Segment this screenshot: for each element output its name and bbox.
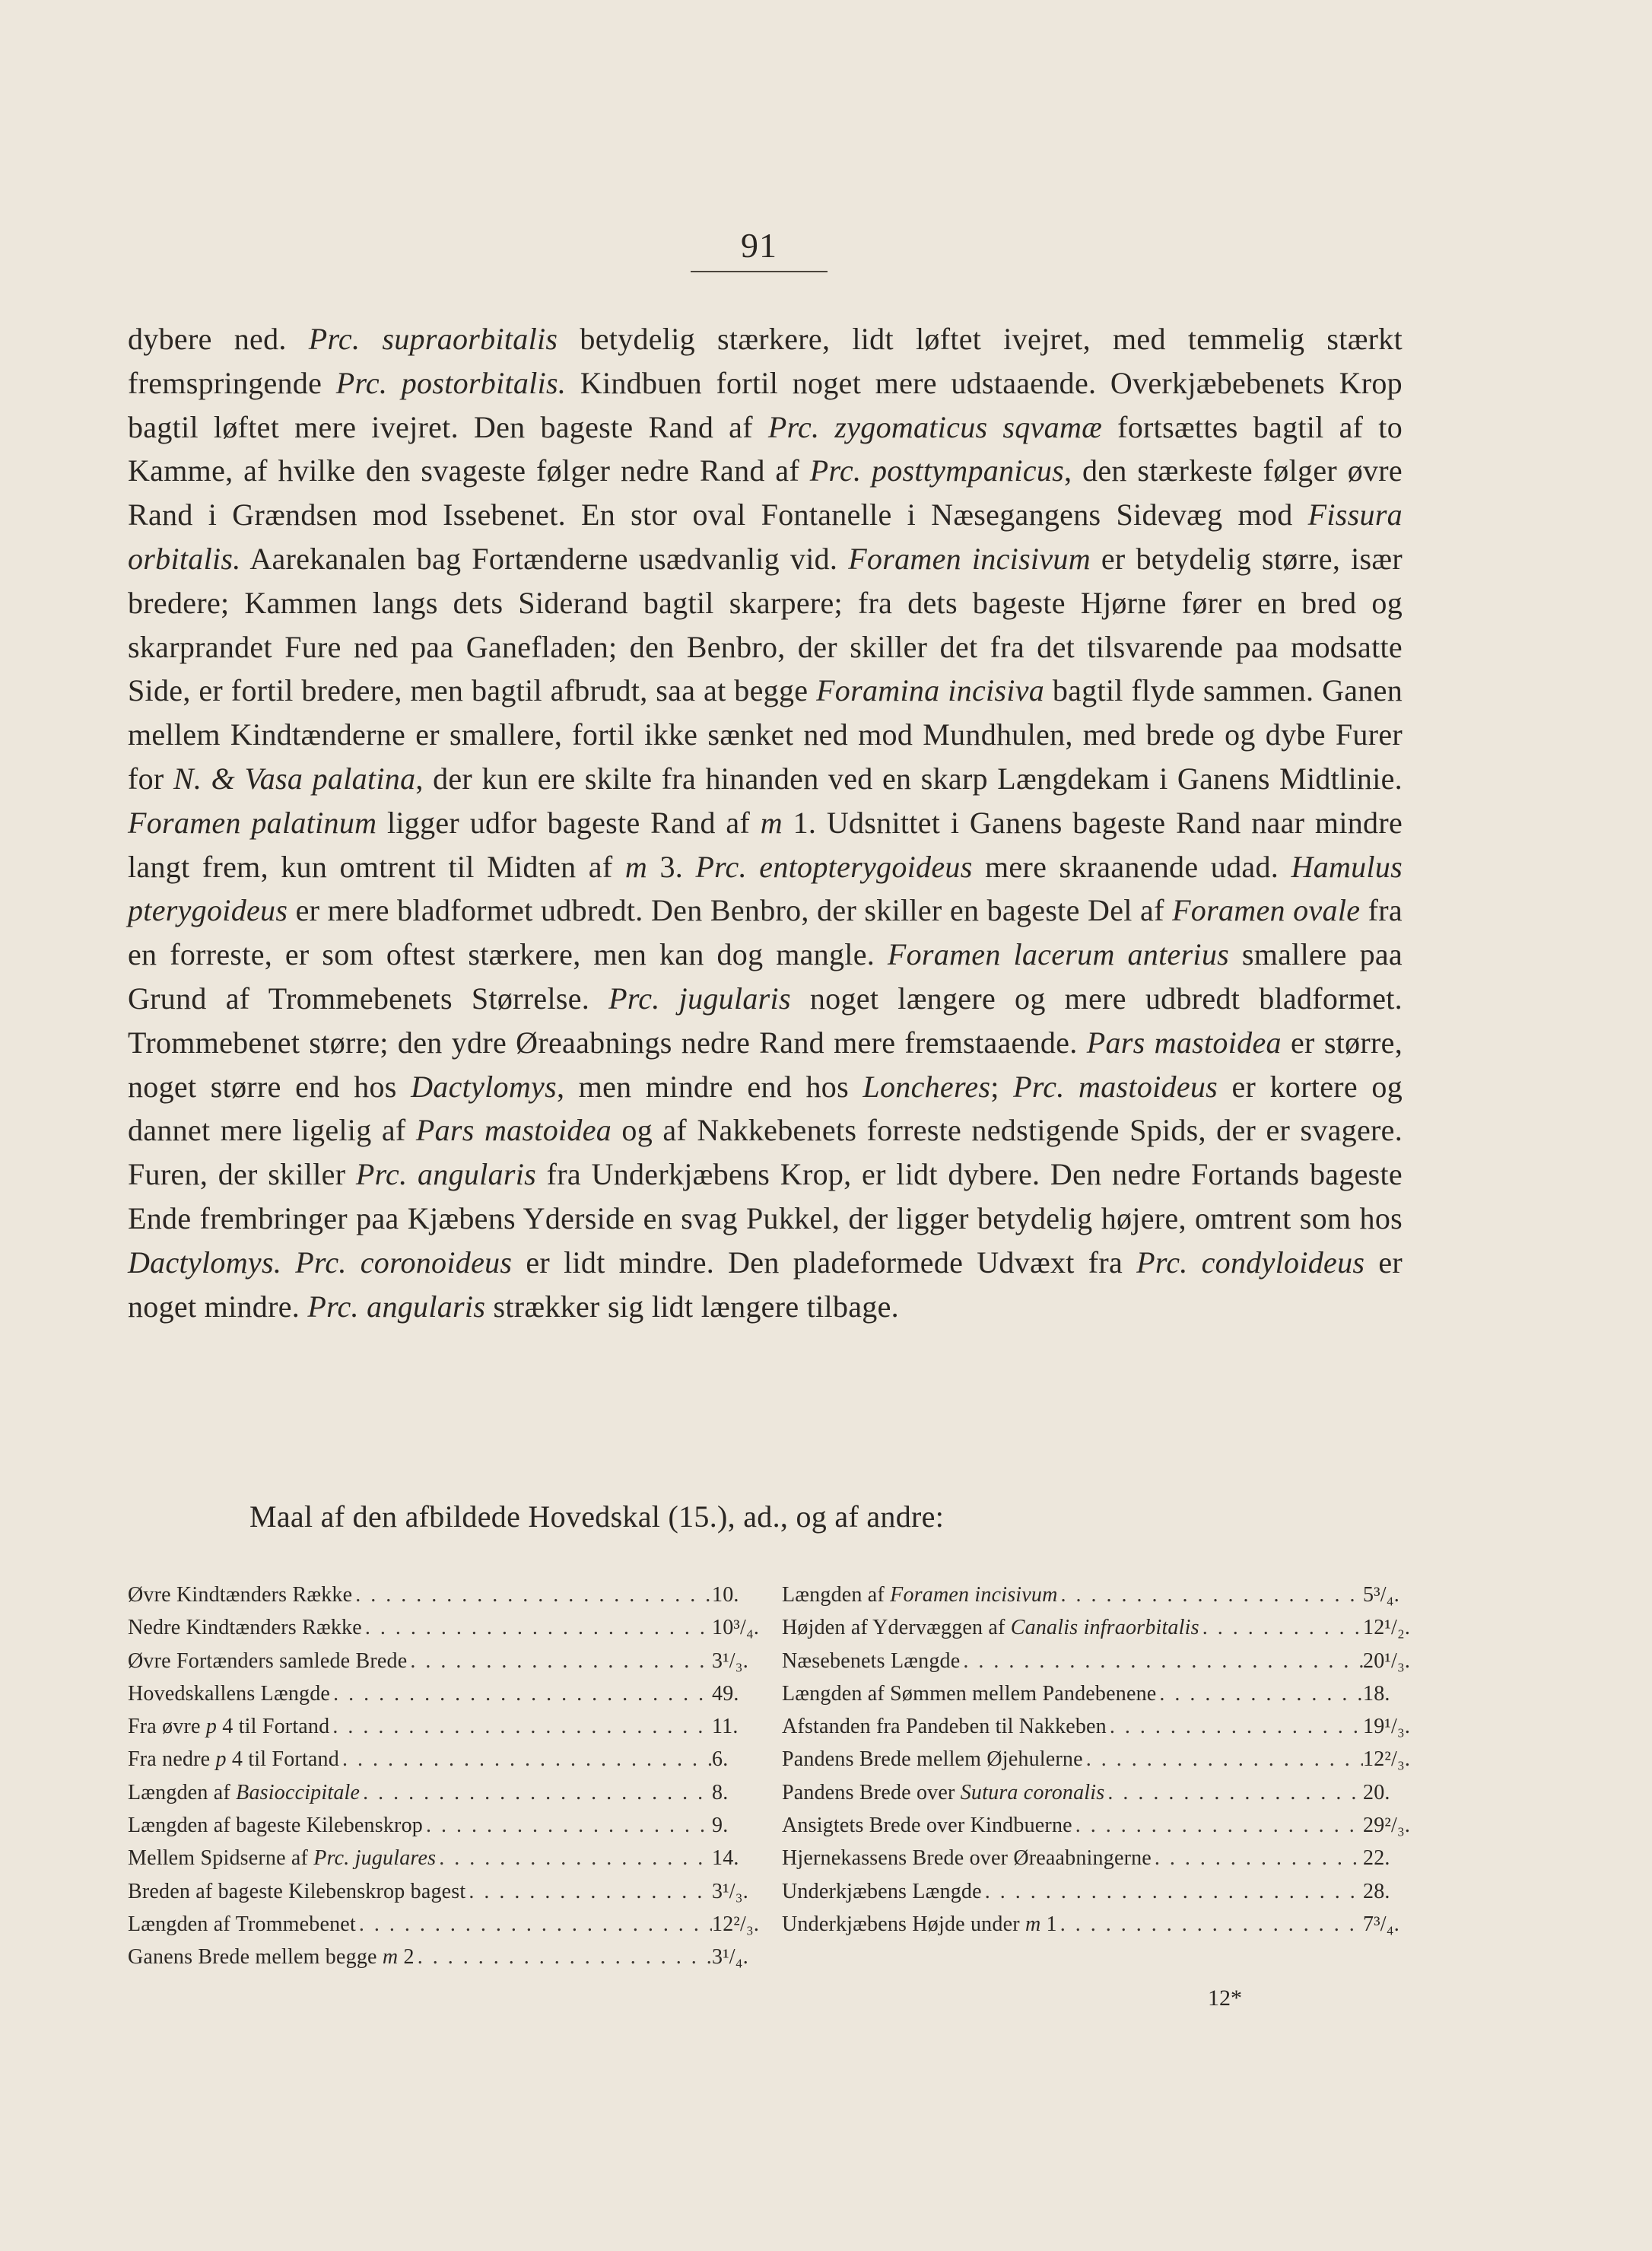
signature-mark: 12* xyxy=(1208,1986,1242,2011)
leader-dots xyxy=(1072,1809,1363,1842)
measurement-row xyxy=(128,1809,759,1842)
measurement-row xyxy=(128,1941,759,1973)
leader-dots xyxy=(352,1579,712,1611)
measurement-row xyxy=(128,1875,759,1908)
measurement-value: 11. xyxy=(712,1715,739,1739)
leader-dots xyxy=(415,1941,712,1973)
measurement-row xyxy=(782,1875,1413,1908)
measurement-label: Længden af bageste Kilebenskrop xyxy=(128,1814,423,1838)
measurement-row xyxy=(782,1809,1413,1842)
measurement-row xyxy=(128,1776,759,1809)
measurement-label: Nedre Kindtænders Række xyxy=(128,1616,362,1640)
leader-dots xyxy=(423,1809,712,1842)
measurement-value: 28. xyxy=(1363,1879,1390,1903)
leader-dots xyxy=(1057,1908,1363,1941)
measurement-label: Højden af Ydervæggen af Canalis infraorbitalis xyxy=(782,1616,1199,1640)
leader-dots xyxy=(360,1776,712,1809)
measurement-row xyxy=(128,1743,759,1776)
measurement-row xyxy=(782,1710,1413,1743)
leader-dots xyxy=(960,1645,1363,1677)
measurement-row xyxy=(782,1645,1413,1677)
measurement-value: 19¹/₃. xyxy=(1363,1715,1411,1739)
leader-dots xyxy=(982,1875,1363,1908)
leader-dots xyxy=(339,1743,712,1776)
measurement-row xyxy=(128,1579,759,1611)
measurement-label: Længden af Foramen incisivum xyxy=(782,1583,1058,1607)
leader-dots xyxy=(1058,1579,1363,1611)
measurement-value: 12²/₃. xyxy=(1363,1747,1411,1772)
measurement-row xyxy=(782,1579,1413,1611)
measurement-row xyxy=(128,1842,759,1874)
leader-dots xyxy=(1156,1677,1363,1710)
measurement-value: 8. xyxy=(712,1780,729,1804)
measurement-row xyxy=(782,1842,1413,1874)
measurement-label: Pandens Brede over Sutura coronalis xyxy=(782,1780,1105,1804)
leader-dots xyxy=(1107,1710,1363,1743)
measurement-row xyxy=(128,1908,759,1941)
measurement-value: 3¹/₃. xyxy=(712,1649,748,1673)
measurements-table-right xyxy=(782,1579,1413,1941)
measurements-caption: Maal af den afbildede Hovedskal (15.), ad., og af andre: xyxy=(249,1499,945,1534)
measurement-row xyxy=(782,1743,1413,1776)
measurement-value: 18. xyxy=(1363,1681,1390,1706)
measurement-row xyxy=(128,1710,759,1743)
measurement-value: 3¹/₄. xyxy=(712,1945,748,1970)
measurement-value: 49. xyxy=(712,1681,739,1706)
leader-dots xyxy=(330,1677,712,1710)
measurement-label: Længden af Basioccipitale xyxy=(128,1780,361,1804)
measurement-label: Ansigtets Brede over Kindbuerne xyxy=(782,1814,1072,1838)
measurement-row xyxy=(782,1677,1413,1710)
header-rule xyxy=(691,271,828,272)
measurements-table-left xyxy=(128,1579,759,1974)
leader-dots xyxy=(436,1842,712,1874)
measurement-label: Ganens Brede mellem begge m 2 xyxy=(128,1945,415,1970)
measurement-value: 7³/₄. xyxy=(1363,1912,1399,1936)
measurement-value: 22. xyxy=(1363,1846,1390,1871)
measurement-label: Øvre Fortænders samlede Brede xyxy=(128,1649,408,1673)
body-text xyxy=(128,317,1403,1328)
leader-dots xyxy=(1104,1776,1363,1809)
measurement-value: 10. xyxy=(712,1583,739,1607)
leader-dots xyxy=(407,1645,712,1677)
measurement-label: Afstanden fra Pandeben til Nakkeben xyxy=(782,1715,1107,1739)
leader-dots xyxy=(1083,1743,1363,1776)
measurement-value: 5³/₄. xyxy=(1363,1583,1399,1607)
measurement-value: 20¹/₃. xyxy=(1363,1649,1411,1673)
measurement-label: Pandens Brede mellem Øjehulerne xyxy=(782,1747,1083,1772)
measurement-label: Breden af bageste Kilebenskrop bagest xyxy=(128,1879,466,1903)
body-paragraph: dybere ned. Prc. supraorbitalis betydelig stærkere, lidt løftet ivejret, med temmelig stærkt fremspringende Prc. postorbitalis. Kindbuen fortil noget mere udstaaende. Overkjæbebenets Krop bagtil løftet mere ivejret. Den bageste Rand af Prc. zygomaticus sqvamæ fortsættes bagtil af to Kamme, af hvilke den svageste følger nedre Rand af Prc. posttympanicus, den stærkeste følger øvre Rand i Grændsen mod Issebenet. En stor oval Fontanelle i Næsegangens Sidevæg mod Fissura orbitalis. Aarekanalen bag Fortænderne usædvanlig vid. Foramen incisivum er betydelig større, især bredere; Kammen langs dets Siderand bagtil skarpere; fra dets bageste Hjørne fører en bred og skarprandet Fure ned paa Ganefladen; den Benbro, der skiller det fra det tilsvarende paa modsatte Side, er fortil bredere, men bagtil afbrudt, saa at begge Foramina incisiva bagtil flyde sammen. Ganen mellem Kindtænderne er smallere, fortil ikke sænket ned mod Mundhulen, med brede og dybe Furer for N. & Vasa palatina, der kun ere skilte fra hinanden ved en skarp Længdekam i Ganens Midtlinie. Foramen palatinum ligger udfor bageste Rand af m 1. Udsnittet i Ganens bageste Rand naar mindre langt frem, kun omtrent til Midten af m 3. Prc. entopterygoideus mere skraanende udad. Hamulus pterygoideus er mere bladformet udbredt. Den Benbro, der skiller en bageste Del af Foramen ovale fra en forreste, er som oftest stærkere, men kan dog mangle. Foramen lacerum anterius smallere paa Grund af Trommebenets Størrelse. Prc. jugularis noget længere og mere udbredt bladformet. Trommebenet større; den ydre Øreaabnings nedre Rand mere fremstaaende. Pars mastoidea er større, noget større end hos Dactylomys, men mindre end hos Loncheres; Prc. mastoideus er kortere og dannet mere ligelig af Pars mastoidea og af Nakkebenets forreste nedstigende Spids, der er svagere. Furen, der skiller Prc. angularis fra Underkjæbens Krop, er lidt dybere. Den nedre Fortands bageste Ende frembringer paa Kjæbens Yderside en svag Pukkel, der ligger betydelig højere, omtrent som hos Dactylomys. Prc. coronoideus er lidt mindre. Den pladeformede Udvæxt fra Prc. condyloideus er noget mindre. Prc. angularis strækker sig lidt længere tilbage. xyxy=(128,322,1403,1324)
measurement-label: Underkjæbens Højde under m 1 xyxy=(782,1912,1057,1936)
measurement-label: Næsebenets Længde xyxy=(782,1649,961,1673)
measurement-value: 20. xyxy=(1363,1780,1390,1804)
measurement-label: Hovedskallens Længde xyxy=(128,1681,331,1706)
measurement-value: 12²/₃. xyxy=(712,1912,760,1936)
leader-dots xyxy=(1152,1842,1363,1874)
measurement-label: Hjernekassens Brede over Øreaabningerne xyxy=(782,1846,1152,1871)
leader-dots xyxy=(356,1908,712,1941)
leader-dots xyxy=(362,1611,712,1644)
measurement-row xyxy=(782,1611,1413,1644)
measurement-value: 3¹/₃. xyxy=(712,1879,748,1903)
measurement-label: Længden af Sømmen mellem Pandebenene xyxy=(782,1681,1157,1706)
measurement-value: 6. xyxy=(712,1747,729,1772)
leader-dots xyxy=(465,1875,712,1908)
measurement-value: 29²/₃. xyxy=(1363,1814,1411,1838)
measurement-row xyxy=(128,1677,759,1710)
measurement-label: Fra øvre p 4 til Fortand xyxy=(128,1715,330,1739)
measurement-value: 12¹/₂. xyxy=(1363,1616,1411,1640)
measurement-label: Længden af Trommebenet xyxy=(128,1912,356,1936)
page-number: 91 xyxy=(741,226,777,265)
measurement-row xyxy=(128,1645,759,1677)
measurement-row xyxy=(782,1776,1413,1809)
measurement-value: 14. xyxy=(712,1846,739,1871)
measurement-label: Mellem Spidserne af Prc. jugulares xyxy=(128,1846,437,1871)
leader-dots xyxy=(329,1710,712,1743)
leader-dots xyxy=(1199,1611,1363,1644)
measurement-label: Øvre Kindtænders Række xyxy=(128,1583,353,1607)
measurement-row xyxy=(128,1611,759,1644)
measurement-value: 9. xyxy=(712,1814,729,1838)
measurement-value: 10³/₄. xyxy=(712,1616,760,1640)
measurement-label: Fra nedre p 4 til Fortand xyxy=(128,1747,339,1772)
measurement-row xyxy=(782,1908,1413,1941)
measurement-label: Underkjæbens Længde xyxy=(782,1879,982,1903)
